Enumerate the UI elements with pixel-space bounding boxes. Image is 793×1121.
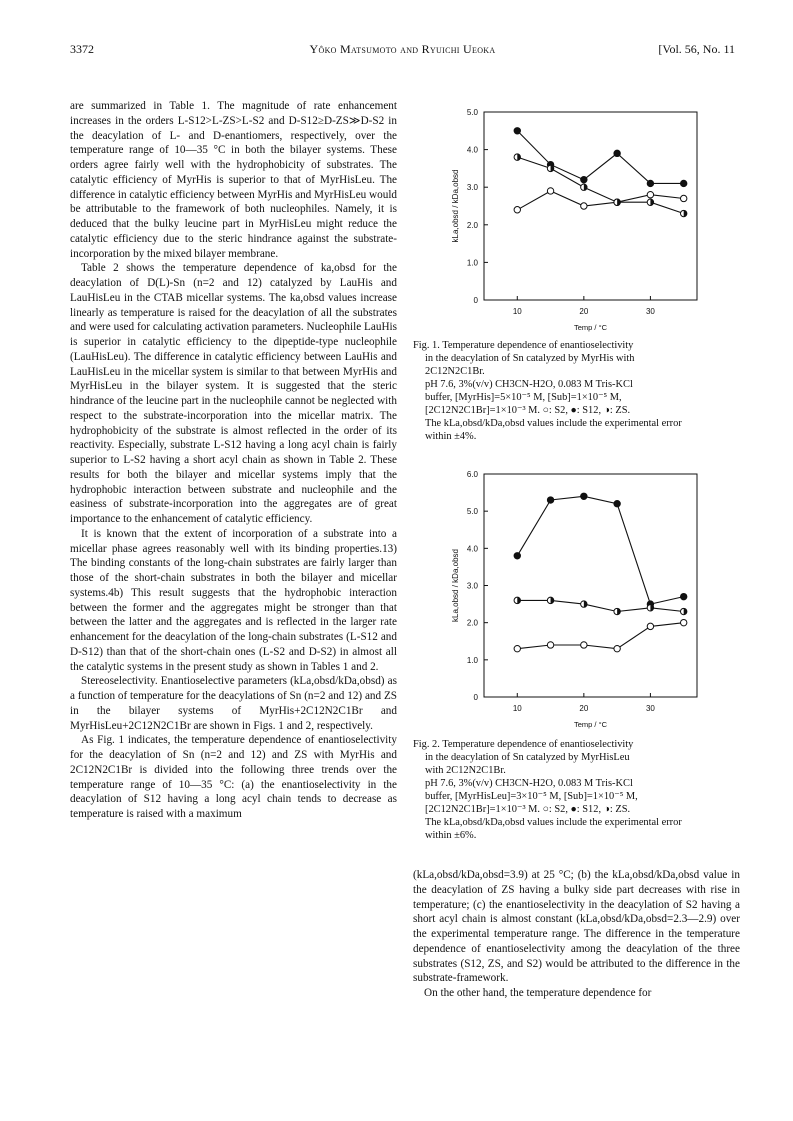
caption-line: buffer, [MyrHisLeu]=3×10⁻⁵ M, [Sub]=1×10⁻⁵ M,: [425, 791, 638, 802]
series-line-s2: [517, 623, 683, 649]
y-tick-label: 3.0: [466, 183, 478, 193]
caption-line: with 2C12N2C1Br.: [425, 765, 506, 776]
data-point-s12: [514, 553, 520, 559]
y-axis-label: kLa,obsd / kDa,obsd: [451, 549, 460, 622]
data-point-s12: [680, 593, 686, 599]
data-point-zs: [680, 608, 686, 614]
caption-line: buffer, [MyrHis]=5×10⁻⁵ M, [Sub]=1×10⁻⁵ M,: [425, 392, 622, 403]
x-tick-label: 20: [579, 704, 589, 713]
y-tick-label: 5.0: [466, 507, 478, 517]
plot-frame: [484, 112, 697, 300]
data-point-s2: [680, 195, 686, 201]
data-point-s2: [514, 645, 520, 651]
caption-line: in the deacylation of Sn catalyzed by MyrHis with: [425, 353, 635, 364]
caption-line: pH 7.6, 3%(v/v) CH3CN-H2O, 0.083 M Tris-KCl: [425, 778, 633, 789]
y-tick-label: 3.0: [466, 581, 478, 591]
data-point-s2: [547, 642, 553, 648]
paragraph: (kLa,obsd/kDa,obsd=3.9) at 25 °C; (b) the kLa,obsd/kDa,obsd value in the deacylation of ZS having a bulky side part decreases with rise in temperature; (c) the enantioselectivity in the deacylation of S2 having a short acyl chain is almost constant (kLa,obsd/kDa,obsd=2.3—2.9) over the experimental temperature range. The difference in the temperature dependence of enantioselectivity among the deacylation of the three substrates (S12, ZS, and S2) would be attributed to the difference in the substrate-framework.: [413, 869, 740, 985]
journal-volume: [Vol. 56, No. 11: [658, 42, 735, 56]
paragraph: It is known that the extent of incorporation of a substrate into a micellar phase agrees reasonably well with its binding properties.13) The binding constants of the long-chain substrates are fairly larger than those of the short-chain substrates in both the bilayer and micellar systems.4b) This result suggests that the hydrophobic interaction between the former and the aggregates might be stronger than that between the latter and the aggregates and is reflected in the larger rate enhancement for the deacylation of the long-chain substrates (L-S12 and D-S12) than that of the short-chain ones (L-S2 and D-S2) in almost all the catalytic systems in the present study as shown in Tables 1 and 2.: [70, 527, 397, 673]
data-point-s12: [614, 501, 620, 507]
series-line-s12: [517, 131, 683, 184]
caption-line: The kLa,obsd/kDa,obsd values include the experimental error: [425, 817, 682, 828]
data-point-s12: [514, 128, 520, 134]
paragraph: As Fig. 1 indicates, the temperature dependence of enantioselectivity for the deacylation of Sn (n=2 and 12) and ZS with MyrHis and 2C12N2C1Br is divided into the following three trends over the temperature range of 10—35 °C: (a) the enantioselectivity in the deacylation of S12 having a long acyl chain tends to decrease as temperature is raised with a maximum: [70, 734, 397, 820]
data-point-zs: [547, 165, 553, 171]
data-point-s2: [514, 207, 520, 213]
caption-line: Fig. 1. Temperature dependence of enantioselectivity: [413, 340, 634, 351]
y-tick-label: 4.0: [466, 544, 478, 554]
caption-line: in the deacylation of Sn catalyzed by MyrHisLeu: [425, 752, 630, 763]
series-line-zs: [517, 157, 683, 213]
data-point-s12: [581, 176, 587, 182]
data-point-s12: [614, 150, 620, 156]
caption-line: 2C12N2C1Br.: [425, 366, 485, 377]
left-column: [70, 99, 397, 822]
y-tick-label: 2.0: [466, 220, 478, 230]
caption-line: pH 7.6, 3%(v/v) CH3CN-H2O, 0.083 M Tris-KCl: [425, 379, 633, 390]
x-tick-label: 20: [579, 307, 589, 316]
x-tick-label: 30: [645, 704, 655, 713]
caption-line: within ±6%.: [425, 830, 477, 841]
data-point-s12: [680, 180, 686, 186]
data-point-zs: [614, 608, 620, 614]
y-tick-label: 1.0: [466, 655, 478, 665]
y-tick-label: 1.0: [466, 258, 478, 268]
series-line-s12: [517, 496, 683, 604]
x-axis-label: Temp / °C: [573, 720, 608, 729]
figure-1-chart: [440, 100, 720, 340]
figure-1-caption: [413, 339, 733, 443]
plot-frame: [484, 474, 697, 697]
caption-line: The kLa,obsd/kDa,obsd values include the experimental error: [425, 418, 682, 429]
y-tick-label: 4.0: [466, 145, 478, 155]
paragraph: Stereoselectivity. Enantioselective parameters (kLa,obsd/kDa,obsd) as a function of temperature for the deacylations of Sn (n=2 and 12) and ZS in the bilayer systems of MyrHis+2C12N2C1Br and MyrHisLeu+2C12N2C1Br are shown in Figs. 1 and 2, respectively.: [70, 675, 397, 732]
data-point-zs: [514, 597, 520, 603]
data-point-zs: [581, 601, 587, 607]
data-point-s2: [581, 203, 587, 209]
data-point-s2: [647, 623, 653, 629]
data-point-s2: [680, 619, 686, 625]
data-point-s2: [614, 645, 620, 651]
x-tick-label: 10: [512, 704, 522, 713]
data-point-s2: [581, 642, 587, 648]
x-axis-label: Temp / °C: [573, 323, 608, 332]
page-number: 3372: [70, 42, 94, 56]
data-point-zs: [581, 184, 587, 190]
caption-line: [2C12N2C1Br]=1×10⁻³ M. ○: S2, ●: S12, ◑: ZS.: [425, 405, 631, 416]
paragraph: are summarized in Table 1. The magnitude of rate enhancement increases in the orders L-S12>L-ZS>L-S2 and D-S12≥D-ZS≫D-S2 in the deacylation of L- and D-enantiomers, respectively, over the temperature range of 10—35 °C in both the bilayer systems. These orders agree fairly well with the hydrophobicity of substrates. The catalytic efficiency of MyrHis is superior to that of MyrHisLeu. The difference in catalytic efficiency between MyrHis and MyrHisLeu would be attributable to the framework of both nucleophiles. Namely, it is deduced that the bulky leucine part in MyrHisLeu might reduce the catalytic efficiency due to the steric hindrance against the substrate-incorporation by the mixed bilayer membrane.: [70, 100, 398, 260]
data-point-zs: [647, 199, 653, 205]
data-point-zs: [547, 597, 553, 603]
y-tick-label: 0: [473, 296, 478, 305]
caption-line: [2C12N2C1Br]=1×10⁻³ M. ○: S2, ●: S12, ◑: ZS.: [425, 804, 631, 815]
paragraph: On the other hand, the temperature dependence for: [424, 987, 652, 999]
data-point-zs: [614, 199, 620, 205]
y-tick-label: 6.0: [466, 470, 478, 479]
data-point-s12: [547, 497, 553, 503]
running-authors: Yôko Matsumoto and Ryuichi Ueoka: [309, 42, 496, 56]
y-tick-label: 5.0: [466, 108, 478, 117]
caption-line: Fig. 2. Temperature dependence of enantioselectivity: [413, 739, 634, 750]
figure-2-caption: [413, 738, 733, 842]
figure-2-chart: [440, 462, 720, 737]
paragraph: Table 2 shows the temperature dependence of ka,obsd for the deacylation of D(L)-Sn (n=2 and 12) catalyzed by LauHis and LauHisLeu in the CTAB micellar systems. The ka,obsd values increase linearly as temperature is raised for the deacylation of all the substrates and were used for calculating activation parameters. Nucleophile LauHis is superior in catalytic efficiency to the dipeptide-type nucleophile (LauHisLeu). The difference in catalytic efficiency between LauHis and LauHisLeu in the micellar system is similar to that between MyrHis and MyrHisLeu in the bilayer system. It is suggested that the steric hindrance of the leucine part in the nucleophile cannot be neglected with respect to the substrate-incorporation into the micellar matrix. The hydrophobicity of the substrate is almost reflected in the order of its reactivity. Especially, substrate L-S12 having a long acyl chain is fairly superior to L-S2 having a short acyl chain as shown in Table 2. These results for both the bilayer and micellar systems imply that the hydrophobic interaction between substrate and nucleophile and the easiness of substrate-incorporation into the aggregates are of great importance to the enhancement of catalytic efficiency.: [70, 262, 397, 525]
data-point-s2: [547, 188, 553, 194]
series-line-s2: [517, 191, 683, 210]
y-axis-label: kLa,obsd / kDa,obsd: [451, 169, 460, 243]
y-tick-label: 0: [473, 693, 478, 702]
right-column: [413, 868, 740, 1001]
caption-line: within ±4%.: [425, 431, 477, 442]
data-point-s2: [647, 192, 653, 198]
y-tick-label: 2.0: [466, 618, 478, 628]
data-point-zs: [680, 210, 686, 216]
data-point-s12: [581, 493, 587, 499]
data-point-s12: [647, 180, 653, 186]
data-point-zs: [514, 154, 520, 160]
x-tick-label: 10: [512, 307, 522, 316]
x-tick-label: 30: [645, 307, 655, 316]
data-point-zs: [647, 605, 653, 611]
page-header: [70, 42, 735, 60]
